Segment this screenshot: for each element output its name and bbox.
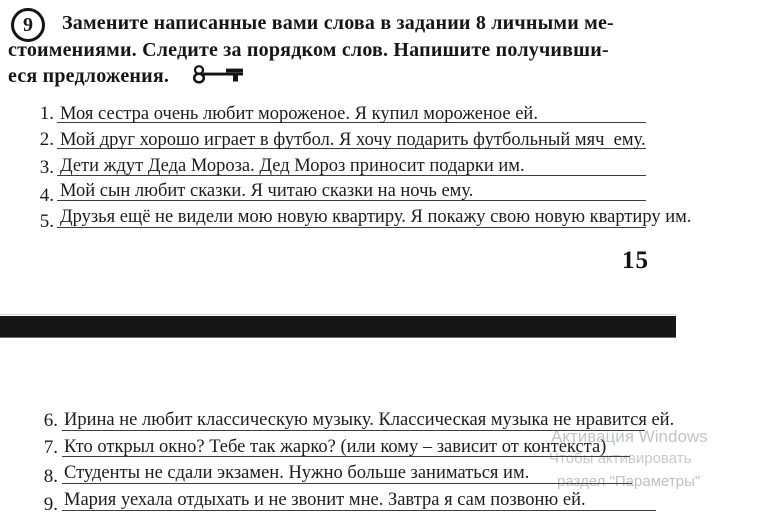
instruction-line-2: стоимениями. Следите за порядком слов. Напишите получивши- — [8, 39, 609, 61]
answer-text: Студенты не сдали экзамен. Нужно больше заниматься им. — [64, 463, 530, 483]
bar-top-edge — [0, 314, 676, 315]
answer-text: Мой сын любит сказки. Я читаю сказки на ночь ему. — [60, 181, 474, 201]
answer-text: Ирина не любит классическую музыку. Классическая музыка не нравится ей. — [64, 410, 675, 430]
answer-number: 9. — [43, 494, 58, 515]
instruction-line-3: еся предложения. — [8, 65, 170, 87]
answer-number: 2. — [39, 129, 54, 150]
exercise-number: 9 — [23, 13, 33, 36]
watermark-line-2: Чтобы активировать — [549, 450, 692, 467]
answer-number: 7. — [43, 437, 58, 458]
answer-number: 1. — [39, 103, 54, 124]
answer-text: Дети ждут Деда Мороза. Дед Мороз приносит подарки им. — [60, 155, 525, 176]
answer-number: 3. — [39, 157, 54, 178]
exercise-number-badge — [11, 8, 45, 42]
watermark-line-1: Активация Windows — [551, 427, 708, 446]
answer-number: 6. — [43, 410, 58, 431]
answer-number: 4. — [39, 185, 54, 206]
answer-text: Мой друг хорошо играет в футбол. Я хочу подарить футбольный мяч ему. — [60, 129, 646, 150]
answer-number: 8. — [43, 466, 58, 487]
redaction-bar — [0, 316, 676, 338]
answer-text: Друзья ещё не видели мою новую квартиру. Я покажу свою новую квартиру им. — [60, 207, 692, 227]
answer-text: Моя сестра очень любит мороженое. Я купил мороженое ей. — [60, 103, 538, 124]
key-icon — [190, 58, 246, 91]
watermark-line-3: раздел "Параметры" — [557, 473, 701, 490]
page-number: 15 — [622, 247, 649, 274]
answer-text: Кто открыл окно? Тебе так жарко? (или кому – зависит от контекста) — [64, 436, 607, 457]
answer-text: Мария уехала отдыхать и не звонит мне. Завтра я сам позвоню ей. — [64, 490, 586, 510]
instruction-line-1: Замените написанные вами слова в задании 8 личными ме- — [62, 12, 614, 34]
answer-number: 5. — [39, 211, 54, 232]
